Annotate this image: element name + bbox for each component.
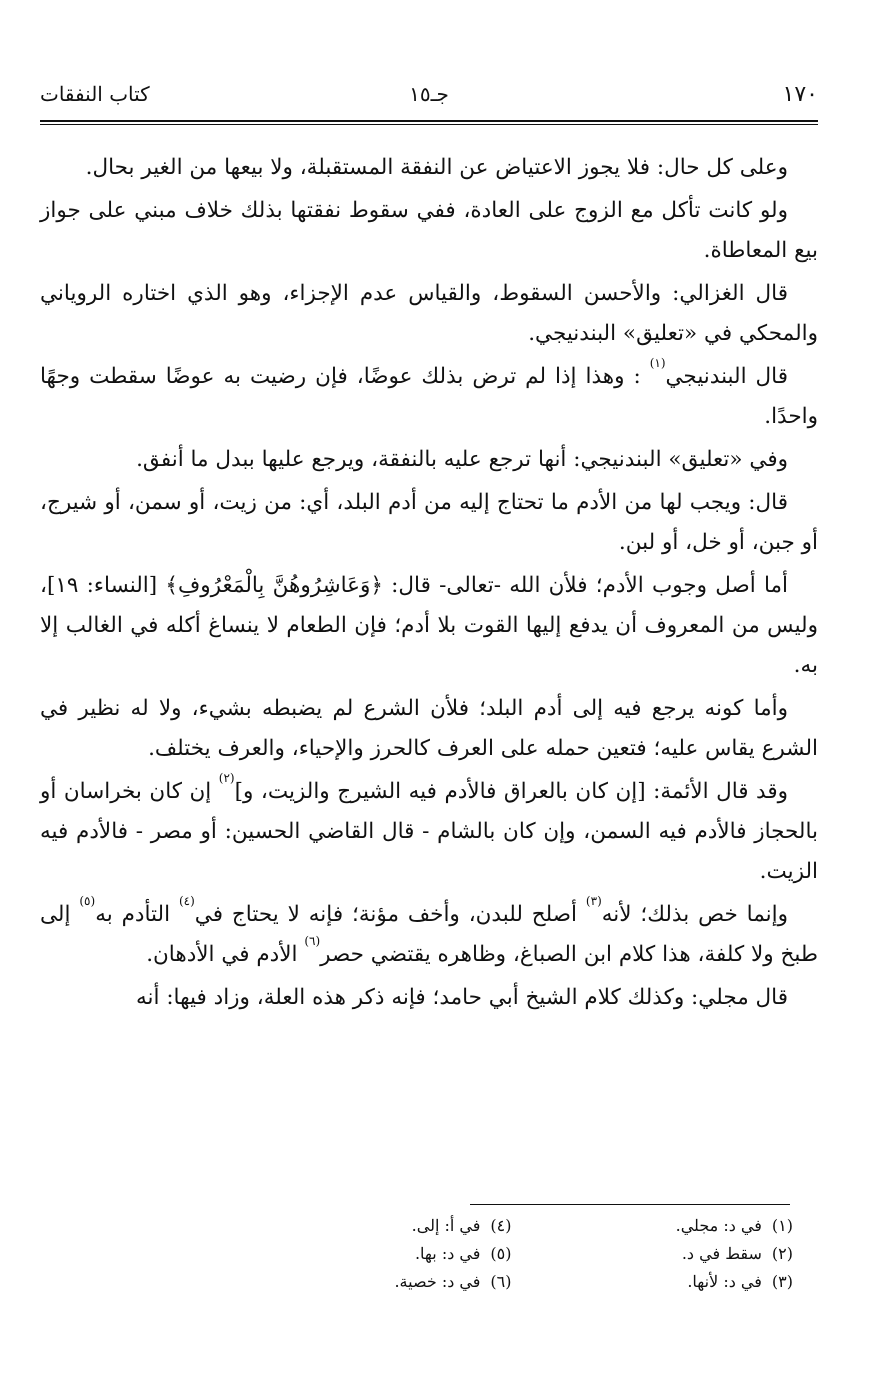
footnote-ref-3: (٣) <box>585 894 602 908</box>
footnote-3: (٣)في د: لأنها. <box>687 1272 793 1291</box>
footnote-5: (٥)في د: بها. <box>414 1244 512 1263</box>
paragraph-7: أما أصل وجوب الأدم؛ فلأن الله -تعالى- قال: ﴿وَعَاشِرُوهُنَّ بِالْمَعْرُوفِ﴾ [النساء: ١٩]، وليس من المعروف أن يدفع إليها القوت بلا أدم؛ فإن الطعام لا ينساغ أكله في الغالب إلا به. <box>40 573 818 678</box>
header-rule-thin <box>40 124 818 125</box>
paragraph-5: وفي «تعليق» البندنيجي: أنها ترجع عليه بالنفقة، ويرجع عليها ببدل ما أنفق. <box>136 447 788 472</box>
footnote-2: (٢)سقط في د. <box>681 1244 793 1263</box>
paragraph-8: وأما كونه يرجع فيه إلى أدم البلد؛ فلأن الشرع لم يضبطه بشيء، ولا له نظير في الشرع يقاس عليه؛ فتعين حمله على العرف كالحرز والإحياء، والعرف يختلف. <box>40 696 818 761</box>
book-title: كتاب النفقات <box>40 82 150 106</box>
paragraph-9: وقد قال الأئمة: [إن كان بالعراق فالأدم فيه الشيرج والزيت، و]$^{(٢)}$ إن كان بخراسان أو بالحجاز فالأدم فيه السمن، وإن كان بالشام - قال القاضي الحسين: أو مصر - فالأدم فيه الزيت. <box>40 771 818 884</box>
footnote-ref-4: (٤) <box>178 894 195 908</box>
main-text <box>40 148 818 1021</box>
paragraph-1: وعلى كل حال: فلا يجوز الاعتياض عن النفقة المستقبلة، ولا بيعها من الغير بحال. <box>85 155 788 180</box>
paragraph-4: قال البندنيجي$^{(١)}$ : وهذا إذا لم ترض بذلك عوضًا، فإن رضيت به عوضًا سقطت وجهًا واحدًا. <box>40 356 818 429</box>
footnote-ref-6: (٦) <box>304 934 321 948</box>
paragraph-3: قال الغزالي: والأحسن السقوط، والقياس عدم الإجزاء، وهو الذي اختاره الروياني والمحكي في «تعليق» البندنيجي. <box>40 281 818 346</box>
header-rule-thick <box>40 120 818 122</box>
footnote-ref-5: (٥) <box>79 894 96 908</box>
footnote-ref-1: (١) <box>649 356 666 370</box>
volume-label: جـ١٥ <box>409 82 449 106</box>
paragraph-10: وإنما خص بذلك؛ لأنه$^{(٣)}$ أصلح للبدن، وأخف مؤنة؛ فإنه لا يحتاج في$^{(٤)}$ التأدم به$^{(٥)}$ إلى طبخ ولا كلفة، هذا كلام ابن الصباغ، وظاهره يقتضي حصر$^{(٦)}$ الأدم في الأدهان. <box>40 894 818 967</box>
footnotes <box>230 1216 793 1300</box>
paragraph-2: ولو كانت تأكل مع الزوج على العادة، ففي سقوط نفقتها بذلك خلاف مبني على جواز بيع المعاطاة. <box>40 198 818 263</box>
footnote-1: (١)في د: مجلي. <box>675 1216 793 1235</box>
footnote-6: (٦)في د: خصية. <box>394 1272 512 1291</box>
page-header <box>40 82 818 116</box>
footnote-separator <box>470 1204 790 1205</box>
footnote-ref-2: (٢) <box>218 771 235 785</box>
footnote-4: (٤)في أ: إلى. <box>411 1216 512 1235</box>
paragraph-11: قال مجلي: وكذلك كلام الشيخ أبي حامد؛ فإنه ذكر هذه العلة، وزاد فيها: أنه <box>136 985 788 1010</box>
paragraph-6: قال: ويجب لها من الأدم ما تحتاج إليه من أدم البلد، أي: من زيت، أو سمن، أو شيرج، أو جبن، أو خل، أو لبن. <box>40 490 818 555</box>
page-number: ١٧٠ <box>782 82 818 107</box>
